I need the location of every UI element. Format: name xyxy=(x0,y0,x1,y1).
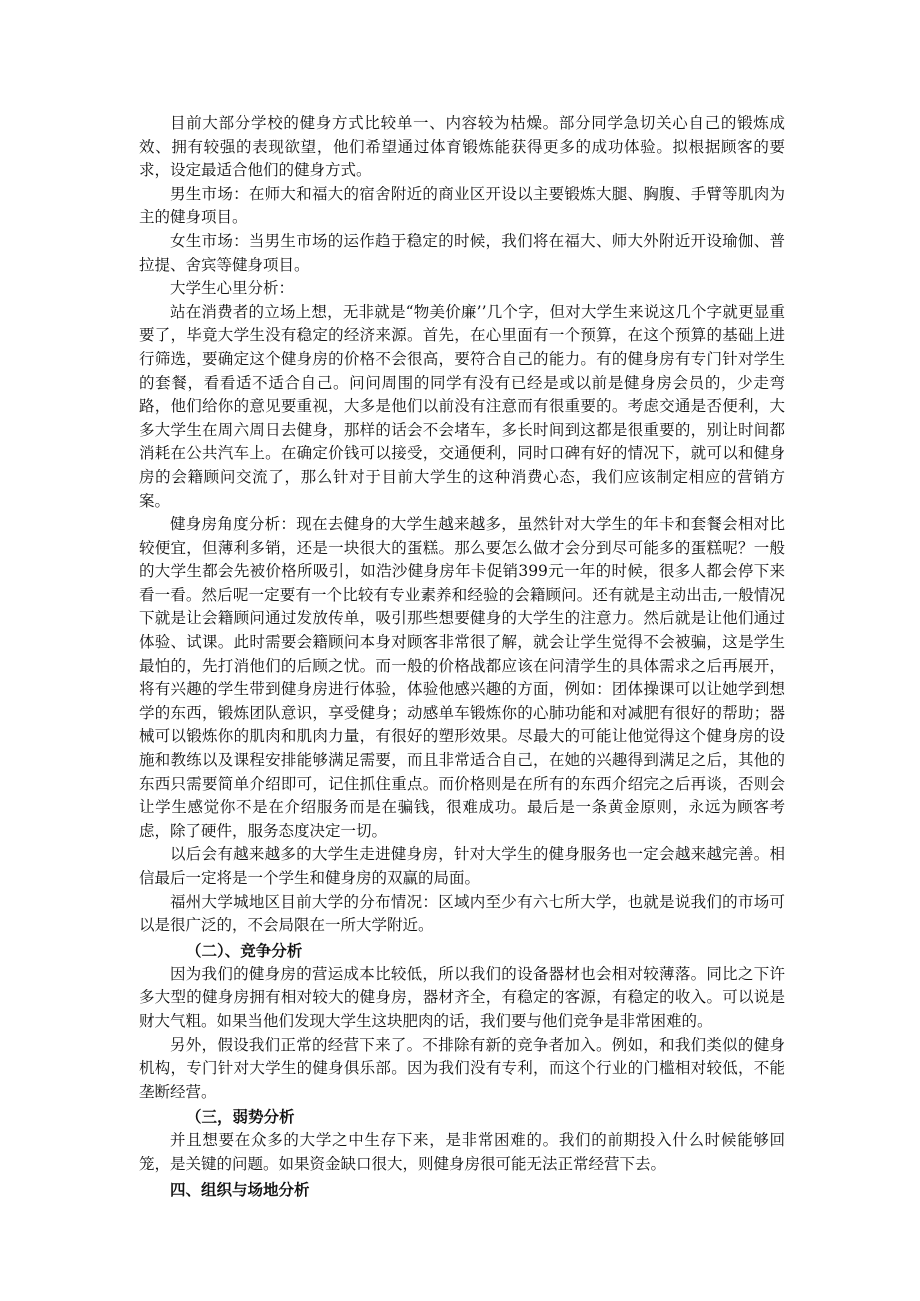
paragraph-outlook: 以后会有越来越多的大学生走进健身房，针对大学生的健身服务也一定会越来越完善。相信最后一定将是一个学生和健身房的双赢的局面。 xyxy=(139,845,785,887)
paragraph-male-market: 男生市场：在师大和福大的宿舍附近的商业区开设以主要锻炼大腿、胸腹、手臂等肌肉为主的健身项目。 xyxy=(139,184,785,227)
paragraph-female-market: 女生市场：当男生市场的运作趋于稳定的时候，我们将在福大、师大外附近开设瑜伽、普拉提、舍宾等健身项目。 xyxy=(139,231,785,274)
section-heading-organization: 四、组织与场地分析 xyxy=(170,1179,310,1199)
paragraph-competition-1: 因为我们的健身房的营运成本比较低，所以我们的设备器材也会相对较薄落。同比之下许多大型的健身房拥有相对较大的健身房，器材齐全，有稳定的客源，有稳定的收入。可以说是财大气粗。如果当他们发现大学生这块肥肉的话，我们要与他们竞争是非常困难的。 xyxy=(139,964,785,1030)
section-heading-competition: （二）、竞争分析 xyxy=(186,940,303,960)
paragraph-gym-view: 健身房角度分析：现在去健身的大学生越来越多，虽然针对大学生的年卡和套餐会相对比较便宜，但薄利多销，还是一块很大的蛋糕。那么要怎么做才会分到尽可能多的蛋糕呢？一般的大学生都会先被价格所吸引，如浩沙健身房年卡促销399元一年的时候，很多人都会停下来看一看。然后呢一定要有一个比较有专业素养和经验的会籍顾问。还有就是主动出击,一般情况下就是让会籍顾问通过发放传单，吸引那些想要健身的大学生的注意力。然后就是让他们通过体验、试课。此时需要会籍顾问本身对顾客非常很了解，就会让学生觉得不会被骗，这是学生最怕的，先打消他们的后顾之忧。而一般的价格战都应该在问清学生的具体需求之后再展开，将有兴趣的学生带到健身房进行体验，体验他感兴趣的方面，例如：团体操课可以让她学到想学的东西，锻炼团队意识，享受健身；动感单车锻炼你的心肺功能和对减肥有很好的帮助；器械可以锻炼你的肌肉和肌肉力量，有很好的塑形效果。尽最大的可能让他觉得这个健身房的设施和教练以及课程安排能够满足需要，而且非常适合自己，在她的兴趣得到满足之后，其他的东西只需要简单介绍即可，记住抓住重点。而价格则是在所有的东西介绍完之后再谈，否则会让学生感觉你不是在介绍服务而是在骗钱，很难成功。最后是一条黄金原则，永远为顾客考虑，除了硬件，服务态度决定一切。 xyxy=(139,515,785,840)
paragraph-consumer-view: 站在消费者的立场上想，无非就是“物美价廉’’几个字，但对大学生来说这几个字就更显重要了，毕竟大学生没有稳定的经济来源。首先，在心里面有一个预算，在这个预算的基础上进行筛选，要确定这个健身房的价格不会很高，要符合自己的能力。有的健身房有专门针对学生的套餐，看看适不适合自己。问问周围的同学有没有已经是或以前是健身房会员的，少走弯路，他们给你的意见要重视，大多是他们以前没有注意而有很重要的。考虑交通是否便利，大多大学生在周六周日去健身，那样的话会不会堵车，多长时间到这都是很重要的，别让时间都消耗在公共汽车上。在确定价钱可以接受，交通便利，同时口碑有好的情况下，就可以和健身房的会籍顾问交流了，那么针对于目前大学生的这种消费心态，我们应该制定相应的营销方案。 xyxy=(139,302,785,510)
paragraph-intro: 目前大部分学校的健身方式比较单一、内容较为枯燥。部分同学急切关心自己的锻炼成效、拥有较强的表现欲望，他们希望通过体育锻炼能获得更多的成功体验。拟根据顾客的要求，设定最适合他们的健身方式。 xyxy=(139,114,785,180)
paragraph-university-distribution: 福州大学城地区目前大学的分布情况：区域内至少有六七所大学，也就是说我们的市场可以是很广泛的，不会局限在一所大学附近。 xyxy=(139,892,785,935)
section-heading-weakness: （三，弱势分析 xyxy=(186,1107,295,1127)
paragraph-student-psychology-title: 大学生心里分析： xyxy=(170,279,295,298)
paragraph-competition-2: 另外，假设我们正常的经营下来了。不排除有新的竞争者加入。例如，和我们类似的健身机构，专门针对大学生的健身俱乐部。因为我们没有专利，而这个行业的门槛相对较低，不能垄断经营。 xyxy=(139,1035,785,1101)
document-page xyxy=(139,112,785,1202)
paragraph-weakness: 并且想要在众多的大学之中生存下来，是非常困难的。我们的前期投入什么时候能够回笼，是关键的问题。如果资金缺口很大，则健身房很可能无法正常经营下去。 xyxy=(139,1131,785,1173)
